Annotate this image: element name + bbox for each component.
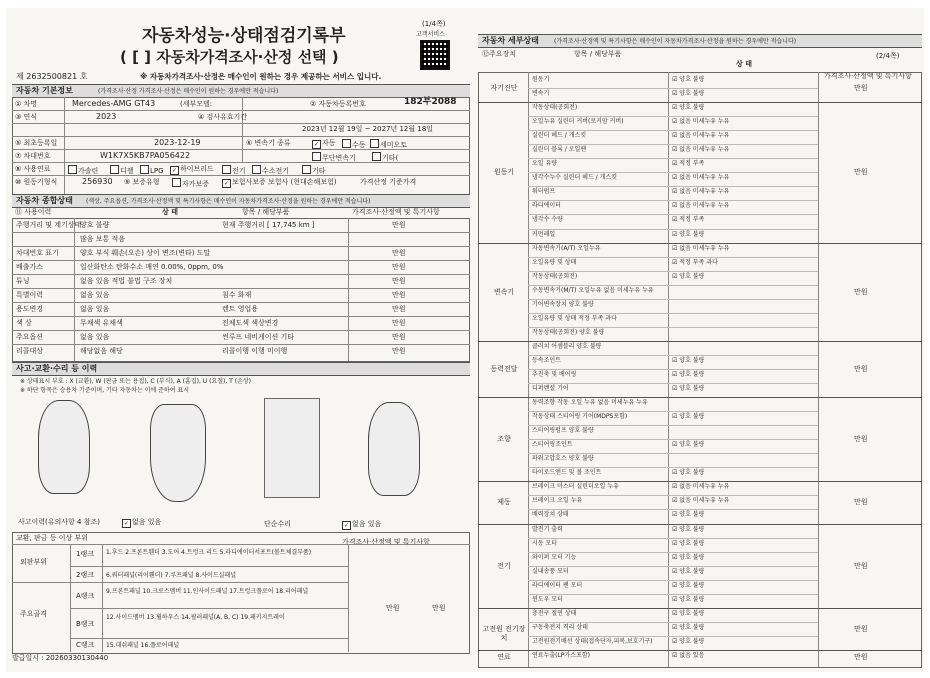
motor-value: 256930 (82, 177, 113, 186)
overall-row-price: 만원 (392, 277, 406, 285)
overall-col-state: 상 태 (162, 208, 178, 216)
detail-group-price: 만원 (854, 365, 868, 373)
detail-row-item: 라디에이터 팬 모터 (532, 581, 583, 589)
detail-row-item: 스티어링조인트 (532, 441, 573, 449)
page-title: 자동차성능·상태점검기록부 (142, 26, 346, 46)
overall-row-price: 만원 (392, 249, 406, 257)
detail-row-item: 고전원전기배선 상태(접속단자,피복,보호기구) (532, 637, 653, 645)
detail-row-state[interactable]: ☑ 없음 미세누유 누유 (672, 202, 730, 210)
page-number-left: (1/4쪽) (422, 20, 446, 28)
fuel-option-hybrid[interactable]: ✓ 하이브리드 (171, 165, 214, 174)
detail-group-label: 고전원 전기장치 (482, 624, 526, 642)
warranty-option-self[interactable]: 자가보증 (172, 178, 209, 189)
accident-note-2: ※ 하단 항목은 승용차 기준이며, 기타 자동차는 이에 준하여 표시 (20, 387, 190, 394)
overall-row-label: 차대번호 표기 (16, 249, 59, 257)
detail-row-item: 원동기 (532, 76, 550, 83)
overall-row-divider (12, 344, 470, 345)
detail-row-item: 발전기 출력 (532, 525, 563, 533)
overall-row-price: 만원 (392, 319, 406, 327)
warranty-label: ⑨ 보증유형 (124, 178, 160, 186)
detail-row-state[interactable]: ☑ 양호 불량 (672, 553, 705, 561)
detail-row-item: 클러치 어셈블리 양호 불량 (532, 342, 602, 350)
overall-row-price: 만원 (392, 333, 406, 341)
detail-row-state[interactable]: ☑ 양호 불량 (672, 581, 705, 589)
detail-model-label: (세부모델: (180, 100, 213, 108)
detail-group-price: 만원 (854, 652, 868, 661)
detail-group-price: 만원 (854, 168, 868, 177)
valid-value: 2023년 12월 19일 ~ 2027년 12월 18일 (302, 125, 434, 133)
rank-b-label: B랭크 (76, 620, 95, 628)
detail-row-state[interactable]: ☑ 양호 불량 (672, 525, 705, 533)
fuel-option-electric[interactable]: 전기 (222, 165, 246, 176)
left-page (12, 20, 472, 666)
rank2-parts: 6.쿼터패널(리어휀더) 7.루프패널 8.사이드실패널 (106, 572, 236, 579)
exchange-label: 교환, 판금 등 이상 부위 (16, 534, 88, 542)
detail-row-state[interactable]: ☑ 양호 불량 (672, 595, 705, 603)
detail-row-state[interactable]: ☑ 없음 미세누유 누유 (672, 497, 730, 505)
overall-row-price: 만원 (392, 347, 406, 355)
warranty-option-insurer[interactable]: ✓ 보험사보증 보험사 (현대손해보험) (223, 178, 337, 187)
detail-row-state[interactable]: ☑ 양호 불량 (672, 230, 705, 238)
detail-row-item: 자동변속기(A/T) 오일누유 (532, 244, 601, 252)
detail-row-state[interactable]: ☑ 적정 부족 (672, 216, 705, 224)
exchange-price-1: 만원 (386, 604, 400, 612)
car-diagram-top-view (38, 400, 90, 494)
detail-row-state[interactable]: ☑ 적정 부족 (672, 160, 705, 168)
overall-status-title: 자동차 종합상태 (16, 196, 73, 205)
overall-row-label: 용도변경 (16, 305, 44, 313)
simple-repair-label: 단순수리 (264, 520, 292, 528)
detail-row-item: 시동 모터 (532, 539, 558, 547)
motor-label: ⑩ 원동기형식 (15, 178, 58, 186)
overall-row-options[interactable]: 없음 있음 적법 불법 구조 장치 (80, 277, 173, 285)
detail-group-price: 만원 (854, 84, 868, 93)
detail-group-label: 원동기 (493, 168, 515, 177)
detail-group-label: 제동 (497, 498, 511, 507)
detail-group-price: 만원 (854, 561, 868, 570)
first-reg-value: 2023-12-19 (154, 138, 201, 147)
trans-option-auto[interactable]: ✓ 자동 (313, 139, 336, 148)
car-diagram-body (150, 404, 206, 502)
detail-row-item: 오일 유량 (532, 160, 558, 168)
trans-label: ⑥ 변속기 종류 (246, 139, 291, 147)
basic-info-title: 자동차 기본정보 (16, 86, 73, 95)
detail-group-label: 자기진단 (490, 84, 518, 93)
overall-row-options[interactable]: 양호 부식 훼손(오손) 상이 변조(변타) 도말 (80, 249, 211, 257)
document-number: 제 2632500821 호 (16, 72, 88, 81)
detail-group-label: 조향 (497, 435, 511, 444)
detail-row-item: 배력장치 상태 (532, 511, 569, 519)
detail-col-main: ⑫주요장치 (482, 50, 517, 58)
accident-note-1: ※ 상태표시 부호 : X (교환), W (판금 또는 용접), C (부식), A (흠집), U (요철), T (손상) (20, 378, 252, 385)
detail-row-item: 실린더 헤드 / 개스킷 (532, 132, 587, 140)
overall-row-label: 주요옵션 (16, 333, 44, 341)
fuel-option-other[interactable]: 기타 (302, 165, 326, 176)
overall-row-options[interactable]: 없음 있음 (80, 333, 110, 341)
fuel-option-gasoline[interactable]: 가솔린 (68, 165, 98, 176)
vin-value: W1K7X5KB7PA056422 (100, 151, 191, 160)
rank-a-parts: 9.프론트패널 10.크로스멤버 11.인사이드패널 17.트렁크플로어 18.리어패널 (106, 588, 309, 595)
detail-status-title: 자동차 세부상태 (482, 36, 539, 45)
detail-row-item: 라디에이터 (532, 202, 561, 210)
issuer-label: 고객서비스 (416, 31, 445, 38)
detail-row-state[interactable]: ☑ 없음 미세누유 누유 (672, 174, 730, 182)
detail-row-state[interactable]: ☑ 없음 미세누유 누유 (672, 132, 730, 140)
detail-row-item: 브레이크 오일 누유 (532, 497, 583, 505)
overall-row-label: 주행거리 및 계기상태 (16, 221, 82, 229)
overall-row-extra: 썬루프 네비게이션 기타 (222, 333, 295, 341)
detail-row-state[interactable]: ☑ 양호 불량 (672, 441, 705, 449)
page-number-right: (2/4쪽) (876, 52, 900, 60)
detail-row-state[interactable]: ☑ 없음 미세누유 누유 (672, 188, 730, 196)
overall-row-divider (12, 232, 470, 233)
rank-c-parts: 15.대쉬패널 16.플로어패널 (106, 642, 180, 649)
basic-info-note: (가격조사·산정 가격조사·산정은 매수인이 원하는 경우에만 적습니다) (98, 88, 279, 95)
detail-row-item: 수동변속기(M/T) 오일누유 없음 미세누유 누유 (532, 286, 654, 294)
detail-row-state[interactable]: ☑ 양호 불량 (672, 385, 705, 393)
detail-row-item: 실내송풍 모터 (532, 567, 569, 575)
overall-row-options[interactable]: 해당없음 해당 (80, 347, 123, 355)
issue-timestamp: 발급일시 : 20260330130440 (12, 654, 109, 662)
main-frame-label: 주요골격 (20, 610, 48, 618)
overall-row-label: 리콜대상 (16, 347, 44, 355)
detail-row-item: 파워고압호스 양호 불량 (532, 455, 594, 463)
detail-row-state[interactable]: ☑ 양호 불량 (672, 371, 705, 378)
overall-row-label: 튜닝 (16, 277, 30, 285)
accident-history-label: 사고이력(유의사항 4 참조) (18, 518, 100, 526)
detail-row-item: 커먼레일 (532, 230, 556, 238)
detail-col-item: 항목 / 해당부품 (574, 50, 622, 58)
overall-row-extra: 현재 주행거리 [ 17,745 km ] (222, 221, 315, 229)
vin-label: ⑦ 차대번호 (15, 152, 51, 160)
inspection-record-sheet (6, 8, 924, 672)
trans-option-other[interactable]: 기타( (372, 152, 398, 163)
detail-row-item: 작동상태(공회전) 양호 불량 (532, 328, 605, 336)
detail-row-state[interactable]: ☑ 없음 미세누유 누유 (672, 146, 730, 154)
year-label: ③ 연식 (15, 113, 38, 121)
detail-group-price: 만원 (854, 624, 868, 633)
overall-row-divider (12, 288, 470, 289)
detail-row-item: 워터펌프 (532, 188, 556, 196)
rank-b-parts: 12.사이드멤버 13.휠하우스 14.필러패널(A, B, C) 19.패키지트레이 (106, 614, 285, 621)
detail-row-state[interactable]: ☑ 양호 불량 (672, 356, 705, 364)
detail-row-item: 기어변속장치 양호 불량 (532, 300, 594, 308)
overall-row-divider (12, 302, 470, 303)
overall-row-divider (12, 316, 470, 317)
overall-row-divider (12, 274, 470, 275)
fuel-option-lpg[interactable]: LPG (140, 165, 164, 176)
detail-row-state[interactable]: ☑ 양호 불량 (672, 511, 705, 519)
exchange-price-2: 만원 (432, 604, 446, 612)
rank-c-label: C랭크 (76, 641, 95, 649)
plate-label: ② 자동차등록번호 (310, 100, 366, 108)
overall-row-extra: 리콜이행 이행 미이행 (222, 347, 288, 355)
detail-row-item: 구동축전지 격리 상태 (532, 623, 588, 631)
detail-row-item: 냉각수누수 실린더 헤드 / 개스킷 (532, 174, 617, 182)
detail-row-state[interactable]: ☑ 양호 불량 (672, 623, 705, 631)
car-diagram-side-view (368, 402, 420, 496)
detail-row-item: 충전구 절연 상태 (532, 609, 577, 617)
overall-col-sub: 항목 / 해당부품 (242, 208, 290, 216)
detail-row-item: 오일유량 및 상태 적정 부족 과다 (532, 314, 617, 322)
rank1-label: 1랭크 (76, 550, 94, 558)
car-name-value: Mercedes-AMG GT43 (72, 99, 156, 108)
detail-row-state[interactable]: ☑ 양호 불량 (672, 567, 705, 575)
detail-row-state[interactable]: ☑ 없음 미세누유 누유 (672, 483, 730, 491)
detail-row-item: 동력조향 작동 오일 누유 없음 미세누유 누유 (532, 399, 648, 407)
overall-row-extra: 렌트 영업용 (222, 305, 259, 313)
overall-row-price: 만원 (392, 263, 406, 271)
detail-col-note: 가격조사·산정액 및 특기사항 (824, 72, 912, 80)
overall-row-label: 특별이력 (16, 291, 44, 299)
detail-row-state[interactable]: ☑ 없음 미세누유 누유 (672, 244, 730, 252)
detail-row-item: 스티어링펌프 양호 불량 (532, 427, 594, 435)
overall-row-extra: 전체도색 색상변경 (222, 319, 279, 327)
detail-row-item: 추진축 및 베어링 (532, 371, 577, 378)
detail-row-item: 타이로드엔드 및 볼 조인트 (532, 469, 602, 477)
overall-row-price: 만원 (392, 221, 406, 229)
detail-row-state[interactable]: ☑ 양호 불량 (672, 609, 705, 617)
year-value: 2023 (96, 112, 117, 121)
overall-row-divider (12, 260, 470, 261)
detail-row-item: 변속기 (532, 90, 550, 98)
detail-row-item: 윈도우 모터 (532, 595, 563, 603)
overall-row-extra: 침수 화재 (222, 291, 252, 299)
detail-row-state[interactable]: ☑ 양호 불량 (672, 104, 705, 112)
detail-row-item: 작동상태(공회전) (532, 272, 578, 280)
detail-row-item: 브레이크 마스터 실린더오일 누유 (532, 483, 619, 491)
trans-option-manual[interactable]: 수동 (342, 139, 366, 150)
detail-row-state[interactable]: ☑ 양호 불량 (672, 90, 705, 98)
outer-panel-label: 외판부위 (20, 558, 48, 566)
overall-row-options[interactable]: 일산화탄소 탄화수소 매연 0.00%, 0ppm, 0% (80, 263, 224, 271)
detail-group-price: 만원 (854, 498, 868, 507)
overall-row-price: 만원 (392, 291, 406, 299)
detail-row-item: 와이퍼 모터 기능 (532, 553, 577, 561)
overall-col-note: 가격조사·산정액 및 특기사항 (352, 208, 440, 216)
detail-row-item: 작동상태 스티어링 기어(MDPS포함) (532, 413, 628, 421)
detail-group-price: 만원 (854, 435, 868, 444)
exchange-note: 가격조사·산정액 및 특기사항 (342, 538, 430, 546)
overall-row-options[interactable]: 많음 보통 적음 (80, 235, 126, 243)
overall-col-item: ⑪ 사용이력 (15, 208, 52, 216)
page-subtitle: ( [ ] 자동차가격조사·산정 선택 ) (120, 48, 339, 66)
overall-row-label: 색 상 (16, 319, 32, 327)
car-diagram-frame (264, 398, 320, 498)
valid-label: ④ 검사유효기간 (198, 113, 248, 121)
overall-row-options[interactable]: 없음 있음 (80, 305, 110, 313)
detail-row-item: 디퍼렌셜 기어 (532, 385, 569, 393)
detail-group-label: 변속기 (493, 287, 515, 296)
detail-group-label: 동력전달 (490, 365, 518, 373)
detail-group-price: 만원 (854, 287, 868, 296)
accident-title: 사고·교환·수리 등 이력 (16, 364, 98, 373)
detail-status-note: (가격조사·산정액 및 특기사항은 매수인이 자동차가격조사·산정을 원하는 경우에만 적습니다) (554, 38, 797, 45)
rank2-label: 2랭크 (76, 571, 94, 579)
detail-row-state[interactable]: ☑ 양호 불량 (672, 469, 705, 477)
qr-code-icon (420, 40, 450, 70)
first-reg-label: ⑤ 최초등록일 (15, 139, 58, 147)
detail-row-item: 등속조인트 (532, 356, 561, 364)
price-basis-label: 가격산정 기준가격 (360, 178, 417, 186)
accident-history-options[interactable]: ✓ 없음 있음 (123, 518, 162, 527)
detail-row-state[interactable]: ☑ 양호 불량 (672, 76, 705, 83)
detail-row-state[interactable]: ☑ 양호 불량 (672, 272, 705, 280)
overall-row-divider (12, 246, 470, 247)
fuel-label: ⑧ 사용연료 (15, 165, 51, 173)
detail-row-item: 오일누유 실린더 커버(로커암 커버) (532, 118, 624, 126)
detail-row-state[interactable]: ☑ 양호 불량 (672, 539, 705, 547)
detail-group-label: 전기 (497, 561, 511, 570)
rank-a-label: A랭크 (76, 592, 95, 600)
fuel-option-diesel[interactable]: 디젤 (110, 165, 134, 176)
simple-repair-options[interactable]: ✓ 없음 있음 (343, 520, 382, 529)
overall-row-divider (12, 330, 470, 331)
detail-row-item: 작동상태(공회전) (532, 104, 578, 112)
rank1-parts: 1.후드 2.프론트휀더 3.도어 4.트렁크 리드 5.라디에이터서포트(볼트체결부품) (106, 549, 312, 556)
fuel-option-hydrogen[interactable]: 수소전기 (252, 165, 289, 176)
detail-row-state[interactable]: ☑ 적정 부족 과다 (672, 258, 718, 266)
overall-status-note: (색상, 주요옵션, 가격조사·산정액 및 특기사항은 매수인이 자동차가격조사·산정을 원하는 경우에만 적습니다) (86, 198, 371, 205)
detail-col-state: 상 태 (736, 60, 752, 68)
right-page (478, 26, 924, 666)
plate-value: 182부2088 (404, 97, 457, 107)
service-notice: ※ 자동차가격조사·산정은 매수인이 원하는 경우 제공하는 서비스 입니다. (140, 72, 382, 81)
detail-row-state[interactable]: ☑ 없음 있음 (672, 651, 705, 659)
overall-row-options[interactable]: 무채색 유채색 (80, 319, 123, 327)
overall-row-label: 배출가스 (16, 263, 44, 271)
detail-row-item: 연료누출(LP가스포함) (532, 651, 591, 659)
detail-row-state[interactable]: ☑ 양호 불량 (672, 413, 705, 421)
detail-row-item: 오일유량 및 상태 (532, 258, 577, 266)
trans-option-cvt[interactable]: 무단변속기 (312, 152, 356, 163)
car-name-label: ① 차명 (15, 100, 38, 108)
detail-group-label: 연료 (497, 652, 511, 661)
detail-row-state[interactable]: ☑ 양호 불량 (672, 637, 705, 645)
overall-row-options[interactable]: 없음 있음 (80, 291, 110, 299)
detail-row-state[interactable]: ☑ 없음 미세누유 누유 (672, 118, 730, 126)
detail-row-item: 실린더 블록 / 오일팬 (532, 146, 587, 154)
overall-row-options[interactable]: 양호 불량 (80, 221, 110, 229)
trans-option-semi[interactable]: 세미오토 (370, 139, 407, 150)
detail-row-item: 냉각수 수량 (532, 216, 563, 224)
overall-row-price: 만원 (392, 305, 406, 313)
